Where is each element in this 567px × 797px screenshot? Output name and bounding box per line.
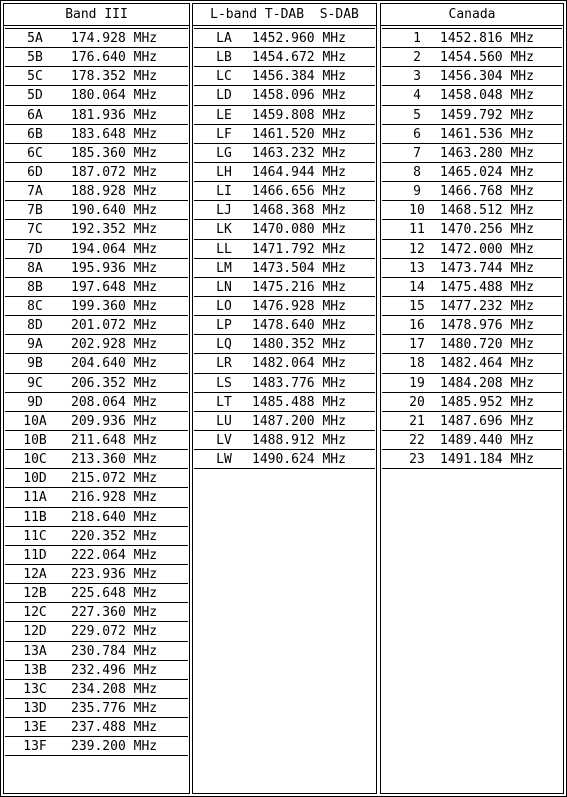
table-row bbox=[382, 315, 562, 335]
frequency-value: 1471.792 MHz bbox=[252, 241, 346, 257]
channel-label: LK bbox=[216, 222, 232, 238]
frequency-value: 190.640 MHz bbox=[71, 203, 158, 219]
table-row bbox=[194, 392, 375, 412]
table-row bbox=[194, 239, 375, 259]
frequency-value: 211.648 MHz bbox=[71, 432, 158, 448]
channel-label: 10 bbox=[409, 203, 425, 219]
channel-label: 6B bbox=[27, 126, 43, 142]
table-row bbox=[5, 487, 188, 507]
channel-label: 5A bbox=[27, 31, 43, 46]
frequency-value: 1473.504 MHz bbox=[252, 260, 346, 276]
frequency-value: 1489.440 MHz bbox=[440, 432, 534, 448]
table-row bbox=[194, 162, 375, 182]
frequency-value: 1477.232 MHz bbox=[440, 298, 534, 314]
table-row bbox=[5, 219, 188, 239]
frequency-value: 1480.352 MHz bbox=[252, 337, 346, 353]
channel-label: 13F bbox=[23, 739, 47, 755]
channel-label: 12D bbox=[23, 624, 47, 640]
table-row bbox=[382, 200, 562, 220]
channel-label: 11D bbox=[23, 547, 47, 563]
channel-label: 19 bbox=[409, 375, 425, 391]
channel-label: LB bbox=[216, 50, 232, 66]
channel-label: LI bbox=[216, 184, 232, 200]
frequency-value: 1464.944 MHz bbox=[252, 164, 346, 180]
channel-label: LG bbox=[216, 145, 232, 161]
table-row bbox=[5, 353, 188, 373]
frequency-value: 192.352 MHz bbox=[71, 222, 158, 238]
frequency-value: 202.928 MHz bbox=[71, 337, 158, 353]
frequency-value: 1465.024 MHz bbox=[440, 164, 534, 180]
channel-label: LC bbox=[216, 69, 232, 85]
frequency-value: 1470.080 MHz bbox=[252, 222, 346, 238]
channel-label: 18 bbox=[409, 356, 425, 372]
channel-label: 22 bbox=[409, 432, 425, 448]
channel-label: 8C bbox=[27, 298, 43, 314]
table-row bbox=[5, 449, 188, 469]
table-row bbox=[194, 124, 375, 144]
table-row bbox=[5, 583, 188, 603]
band-iii-column bbox=[3, 3, 190, 794]
channel-label: LO bbox=[216, 298, 232, 314]
channel-label: LV bbox=[216, 432, 232, 448]
table-row bbox=[194, 28, 375, 48]
frequency-value: 234.208 MHz bbox=[71, 681, 158, 697]
frequency-value: 1488.912 MHz bbox=[252, 432, 346, 448]
frequency-value: 239.200 MHz bbox=[71, 739, 158, 755]
frequency-value: 220.352 MHz bbox=[71, 528, 158, 544]
channel-label: 5B bbox=[27, 50, 43, 66]
frequency-value: 187.072 MHz bbox=[71, 164, 158, 180]
table-row bbox=[5, 162, 188, 182]
table-row bbox=[5, 641, 188, 661]
channel-label: LQ bbox=[216, 337, 232, 353]
channel-label: LH bbox=[216, 164, 232, 180]
table-row bbox=[5, 660, 188, 680]
table-row bbox=[5, 736, 188, 756]
table-row bbox=[194, 200, 375, 220]
channel-label: 7B bbox=[27, 203, 43, 219]
frequency-value: 209.936 MHz bbox=[71, 413, 158, 429]
channel-label: 12 bbox=[409, 241, 425, 257]
frequency-value: 199.360 MHz bbox=[71, 298, 158, 314]
table-row bbox=[194, 373, 375, 393]
frequency-value: 1458.096 MHz bbox=[252, 88, 346, 104]
table-row bbox=[5, 564, 188, 584]
frequency-value: 1463.232 MHz bbox=[252, 145, 346, 161]
table-row bbox=[382, 85, 562, 105]
frequency-value: 227.360 MHz bbox=[71, 605, 158, 621]
channel-label: 1 bbox=[413, 31, 421, 46]
table-row bbox=[194, 449, 375, 469]
table-row bbox=[5, 66, 188, 86]
frequency-value: 1459.808 MHz bbox=[252, 107, 346, 123]
table-row bbox=[5, 296, 188, 316]
table-row bbox=[194, 353, 375, 373]
channel-label: LF bbox=[216, 126, 232, 142]
table-row bbox=[194, 219, 375, 239]
table-row bbox=[5, 507, 188, 527]
channel-label: LE bbox=[216, 107, 232, 123]
channel-label: 13 bbox=[409, 260, 425, 276]
frequency-value: 208.064 MHz bbox=[71, 394, 158, 410]
channel-label: LJ bbox=[216, 203, 232, 219]
band-iii-header: Band III bbox=[4, 4, 189, 26]
frequency-value: 1459.792 MHz bbox=[440, 107, 534, 123]
table-row bbox=[382, 334, 562, 354]
canada-header: Canada bbox=[381, 4, 563, 26]
frequency-value: 183.648 MHz bbox=[71, 126, 158, 142]
l-band-rows bbox=[193, 28, 376, 469]
table-row bbox=[382, 392, 562, 412]
table-row bbox=[5, 239, 188, 259]
channel-label: 9A bbox=[27, 337, 43, 353]
channel-label: 21 bbox=[409, 413, 425, 429]
table-row bbox=[382, 353, 562, 373]
frequency-value: 1482.464 MHz bbox=[440, 356, 534, 372]
frequency-value: 204.640 MHz bbox=[71, 356, 158, 372]
table-row bbox=[382, 219, 562, 239]
table-row bbox=[5, 602, 188, 622]
frequency-value: 215.072 MHz bbox=[71, 471, 158, 487]
table-row bbox=[5, 717, 188, 737]
table-row bbox=[382, 411, 562, 431]
table-row bbox=[194, 296, 375, 316]
frequency-value: 197.648 MHz bbox=[71, 279, 158, 295]
channel-label: 5C bbox=[27, 69, 43, 85]
frequency-value: 1452.960 MHz bbox=[252, 31, 346, 46]
table-row bbox=[382, 277, 562, 297]
channel-label: LD bbox=[216, 88, 232, 104]
frequency-value: 1466.656 MHz bbox=[252, 184, 346, 200]
band-iii-rows bbox=[4, 28, 189, 756]
frequency-value: 1461.520 MHz bbox=[252, 126, 346, 142]
table-row bbox=[194, 105, 375, 125]
frequency-value: 230.784 MHz bbox=[71, 643, 158, 659]
channel-label: 7D bbox=[27, 241, 43, 257]
table-row bbox=[194, 47, 375, 67]
frequency-value: 1483.776 MHz bbox=[252, 375, 346, 391]
table-row bbox=[5, 430, 188, 450]
channel-label: 8D bbox=[27, 318, 43, 334]
frequency-value: 195.936 MHz bbox=[71, 260, 158, 276]
table-row bbox=[194, 258, 375, 278]
channel-label: 8B bbox=[27, 279, 43, 295]
channel-label: 2 bbox=[413, 50, 421, 66]
channel-label: 10A bbox=[23, 413, 47, 429]
channel-label: LP bbox=[216, 318, 232, 334]
frequency-value: 206.352 MHz bbox=[71, 375, 158, 391]
frequency-value: 1485.952 MHz bbox=[440, 394, 534, 410]
canada-rows bbox=[381, 28, 563, 469]
frequency-value: 1454.672 MHz bbox=[252, 50, 346, 66]
frequency-value: 1478.976 MHz bbox=[440, 318, 534, 334]
table-row bbox=[382, 373, 562, 393]
channel-label: 9D bbox=[27, 394, 43, 410]
table-row bbox=[382, 296, 562, 316]
table-row bbox=[194, 85, 375, 105]
channel-label: LW bbox=[216, 452, 232, 468]
table-row bbox=[382, 124, 562, 144]
table-row bbox=[5, 526, 188, 546]
frequency-value: 216.928 MHz bbox=[71, 490, 158, 506]
channel-label: 11C bbox=[23, 528, 47, 544]
frequency-value: 229.072 MHz bbox=[71, 624, 158, 640]
table-row bbox=[382, 430, 562, 450]
channel-label: 8 bbox=[413, 164, 421, 180]
frequency-value: 201.072 MHz bbox=[71, 318, 158, 334]
channel-label: 7C bbox=[27, 222, 43, 238]
channel-label: LA bbox=[216, 31, 232, 46]
table-row bbox=[5, 698, 188, 718]
channel-label: LS bbox=[216, 375, 232, 391]
table-row bbox=[5, 200, 188, 220]
table-row bbox=[5, 105, 188, 125]
frequency-value: 1478.640 MHz bbox=[252, 318, 346, 334]
channel-label: 9C bbox=[27, 375, 43, 391]
channel-label: 6A bbox=[27, 107, 43, 123]
channel-label: 12C bbox=[23, 605, 47, 621]
frequency-value: 1475.216 MHz bbox=[252, 279, 346, 295]
table-row bbox=[5, 373, 188, 393]
table-row bbox=[382, 66, 562, 86]
channel-label: LN bbox=[216, 279, 232, 295]
channel-label: 7 bbox=[413, 145, 421, 161]
channel-label: 11 bbox=[409, 222, 425, 238]
frequency-value: 223.936 MHz bbox=[71, 566, 158, 582]
frequency-value: 1487.200 MHz bbox=[252, 413, 346, 429]
table-row bbox=[382, 28, 562, 48]
frequency-value: 1463.280 MHz bbox=[440, 145, 534, 161]
channel-label: 7A bbox=[27, 184, 43, 200]
frequency-value: 222.064 MHz bbox=[71, 547, 158, 563]
frequency-value: 1472.000 MHz bbox=[440, 241, 534, 257]
table-row bbox=[5, 621, 188, 641]
table-row bbox=[5, 124, 188, 144]
channel-label: LT bbox=[216, 394, 232, 410]
channel-label: 5D bbox=[27, 88, 43, 104]
channel-label: 16 bbox=[409, 318, 425, 334]
frequency-value: 1484.208 MHz bbox=[440, 375, 534, 391]
channel-label: 8A bbox=[27, 260, 43, 276]
channel-label: 10B bbox=[23, 432, 47, 448]
table-row bbox=[5, 411, 188, 431]
table-row bbox=[5, 277, 188, 297]
table-row bbox=[382, 449, 562, 469]
table-row bbox=[5, 679, 188, 699]
table-row bbox=[382, 181, 562, 201]
frequency-value: 1480.720 MHz bbox=[440, 337, 534, 353]
frequency-value: 1456.304 MHz bbox=[440, 69, 534, 85]
frequency-value: 1468.368 MHz bbox=[252, 203, 346, 219]
table-row bbox=[382, 162, 562, 182]
channel-label: 6C bbox=[27, 145, 43, 161]
frequency-value: 174.928 MHz bbox=[71, 31, 158, 46]
table-row bbox=[5, 85, 188, 105]
frequency-value: 194.064 MHz bbox=[71, 241, 158, 257]
frequency-value: 1466.768 MHz bbox=[440, 184, 534, 200]
frequency-value: 1491.184 MHz bbox=[440, 452, 534, 468]
table-row bbox=[194, 66, 375, 86]
canada-column bbox=[380, 3, 564, 794]
channel-label: 11A bbox=[23, 490, 47, 506]
channel-label: LL bbox=[216, 241, 232, 257]
frequency-value: 1476.928 MHz bbox=[252, 298, 346, 314]
channel-label: 13B bbox=[23, 662, 47, 678]
frequency-value: 178.352 MHz bbox=[71, 69, 158, 85]
frequency-value: 185.360 MHz bbox=[71, 145, 158, 161]
channel-label: LM bbox=[216, 260, 232, 276]
frequency-value: 1452.816 MHz bbox=[440, 31, 534, 46]
channel-label: 10D bbox=[23, 471, 47, 487]
channel-label: 13C bbox=[23, 681, 47, 697]
table-row bbox=[5, 315, 188, 335]
channel-label: 4 bbox=[413, 88, 421, 104]
frequency-value: 176.640 MHz bbox=[71, 50, 158, 66]
table-row bbox=[5, 334, 188, 354]
channel-label: 12A bbox=[23, 566, 47, 582]
table-row bbox=[5, 392, 188, 412]
frequency-value: 1485.488 MHz bbox=[252, 394, 346, 410]
channel-label: 11B bbox=[23, 509, 47, 525]
frequency-value: 218.640 MHz bbox=[71, 509, 158, 525]
frequency-value: 1468.512 MHz bbox=[440, 203, 534, 219]
frequency-value: 181.936 MHz bbox=[71, 107, 158, 123]
table-row bbox=[382, 258, 562, 278]
frequency-value: 1482.064 MHz bbox=[252, 356, 346, 372]
channel-label: 14 bbox=[409, 279, 425, 295]
frequency-value: 188.928 MHz bbox=[71, 184, 158, 200]
frequency-value: 1458.048 MHz bbox=[440, 88, 534, 104]
channel-label: 9 bbox=[413, 184, 421, 200]
channel-label: 10C bbox=[23, 452, 47, 468]
frequency-value: 1454.560 MHz bbox=[440, 50, 534, 66]
table-row bbox=[5, 181, 188, 201]
table-row bbox=[382, 143, 562, 163]
channel-label: 17 bbox=[409, 337, 425, 353]
table-row bbox=[382, 47, 562, 67]
table-row bbox=[194, 143, 375, 163]
frequency-value: 235.776 MHz bbox=[71, 700, 158, 716]
frequency-value: 1475.488 MHz bbox=[440, 279, 534, 295]
table-row bbox=[194, 315, 375, 335]
channel-label: 13A bbox=[23, 643, 47, 659]
channel-label: 3 bbox=[413, 69, 421, 85]
channel-label: 13E bbox=[23, 720, 47, 736]
table-row bbox=[5, 468, 188, 488]
channel-label: 13D bbox=[23, 700, 47, 716]
frequency-value: 1470.256 MHz bbox=[440, 222, 534, 238]
frequency-value: 1490.624 MHz bbox=[252, 452, 346, 468]
channel-label: 6D bbox=[27, 164, 43, 180]
table-row bbox=[194, 411, 375, 431]
table-row bbox=[194, 181, 375, 201]
table-row bbox=[5, 143, 188, 163]
frequency-value: 1456.384 MHz bbox=[252, 69, 346, 85]
channel-label: 20 bbox=[409, 394, 425, 410]
channel-label: 6 bbox=[413, 126, 421, 142]
table-row bbox=[382, 239, 562, 259]
frequency-value: 1487.696 MHz bbox=[440, 413, 534, 429]
channel-label: 5 bbox=[413, 107, 421, 123]
l-band-header: L-band T-DAB S-DAB bbox=[193, 4, 376, 26]
frequency-value: 232.496 MHz bbox=[71, 662, 158, 678]
channel-label: LU bbox=[216, 413, 232, 429]
table-row bbox=[194, 334, 375, 354]
channel-label: LR bbox=[216, 356, 232, 372]
table-row bbox=[194, 430, 375, 450]
frequency-value: 1461.536 MHz bbox=[440, 126, 534, 142]
frequency-value: 180.064 MHz bbox=[71, 88, 158, 104]
l-band-column bbox=[192, 3, 377, 794]
frequency-value: 225.648 MHz bbox=[71, 586, 158, 602]
channel-label: 9B bbox=[27, 356, 43, 372]
frequency-value: 1473.744 MHz bbox=[440, 260, 534, 276]
channel-label: 12B bbox=[23, 586, 47, 602]
channel-label: 23 bbox=[409, 452, 425, 468]
table-row bbox=[382, 105, 562, 125]
table-row bbox=[5, 28, 188, 48]
channel-label: 15 bbox=[409, 298, 425, 314]
table-row bbox=[194, 277, 375, 297]
table-row bbox=[5, 545, 188, 565]
frequency-value: 213.360 MHz bbox=[71, 452, 158, 468]
frequency-value: 237.488 MHz bbox=[71, 720, 158, 736]
table-row bbox=[5, 258, 188, 278]
table-row bbox=[5, 47, 188, 67]
